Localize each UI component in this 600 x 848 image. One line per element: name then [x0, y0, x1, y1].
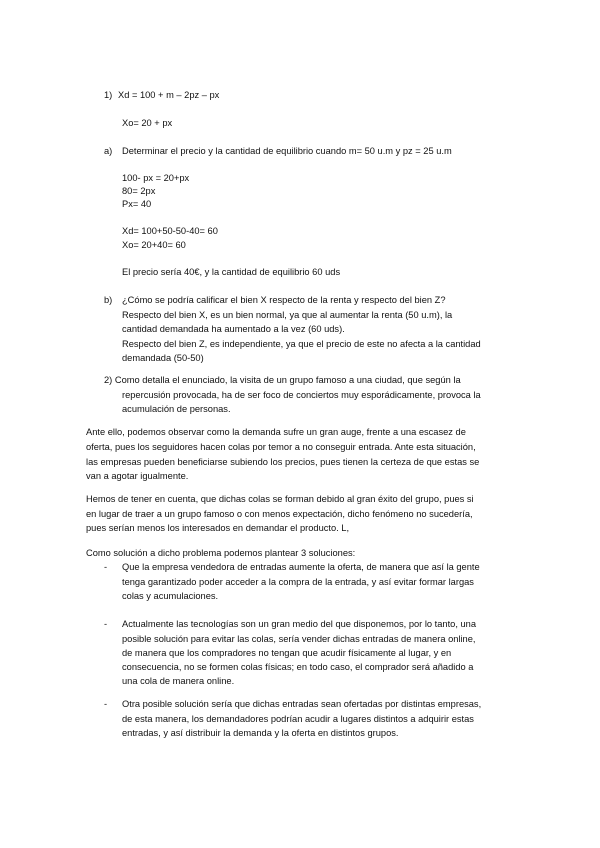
- solution-2-line: posible solución para evitar las colas, sería vender dichas entradas de manera online,: [122, 634, 476, 644]
- paragraph-1-line: oferta, pues los seguidores hacen colas por temor a no conseguir entrada. Ante esta situación,: [86, 442, 476, 452]
- solution-2-line: consecuencia, no se formen colas físicas; en todo caso, el comprador será añadido a: [122, 662, 474, 672]
- part-a-result-line: Xd= 100+50-50-40= 60: [122, 226, 218, 236]
- part-a-question: Determinar el precio y la cantidad de equilibrio cuando m= 50 u.m y pz = 25 u.m: [122, 146, 452, 156]
- q2-line: 2) Como detalla el enunciado, la visita de un grupo famoso a una ciudad, que según la: [104, 375, 461, 385]
- q1-number: 1): [104, 90, 113, 100]
- solution-2-line: Actualmente las tecnologías son un gran medio del que disponemos, por lo tanto, una: [122, 619, 477, 629]
- solution-2-line: una cola de manera online.: [122, 676, 235, 686]
- part-b-line: Respecto del bien X, es un bien normal, ya que al aumentar la renta (50 u.m), la: [122, 310, 453, 320]
- solution-1-line: colas y acumulaciones.: [122, 591, 219, 601]
- solutions-intro: Como solución a dicho problema podemos plantear 3 soluciones:: [86, 548, 356, 558]
- part-b-label: b): [104, 295, 113, 305]
- paragraph-2-line: pues serían menos los interesados en demandar el producto. L,: [86, 523, 350, 533]
- paragraph-1-line: van a agotar igualmente.: [86, 471, 189, 481]
- part-a-work-line: Px= 40: [122, 199, 152, 209]
- part-b-line: cantidad demandada ha aumentado a la vez (60 uds).: [122, 324, 345, 334]
- q2-line: repercusión provocada, ha de ser foco de conciertos muy esporádicamente, provoca la: [122, 390, 481, 400]
- part-a-work-line: 80= 2px: [122, 186, 156, 196]
- bullet-dash: -: [104, 699, 108, 709]
- solution-3-line: de esta manera, los demandadores podrían acudir a lugares distintos a adquirir estas: [122, 714, 474, 724]
- paragraph-1-line: las empresas pueden beneficiarse subiendo los precios, pues tienen la certeza de que estas se: [86, 457, 480, 467]
- part-a-conclusion: El precio sería 40€, y la cantidad de equilibrio 60 uds: [122, 267, 341, 277]
- paragraph-2-line: Hemos de tener en cuenta, que dichas colas se forman debido al gran éxito del grupo, pues si: [86, 494, 474, 504]
- q1-demand-equation: Xd = 100 + m – 2pz – px: [118, 90, 220, 100]
- q1-supply-equation: Xo= 20 + px: [122, 118, 173, 128]
- solution-1-line: Que la empresa vendedora de entradas aumente la oferta, de manera que así la gente: [122, 562, 480, 572]
- bullet-dash: -: [104, 619, 108, 629]
- paragraph-1-line: Ante ello, podemos observar como la demanda sufre un gran auge, frente a una escasez de: [86, 427, 466, 437]
- solution-3-line: Otra posible solución sería que dichas entradas sean ofertadas por distintas empresas,: [122, 699, 482, 709]
- part-b-line: ¿Cómo se podría calificar el bien X respecto de la renta y respecto del bien Z?: [122, 295, 446, 305]
- solution-3-line: entradas, y así distribuir la demanda y la oferta en distintos grupos.: [122, 728, 399, 738]
- q2-line: acumulación de personas.: [122, 404, 231, 414]
- part-a-result-line: Xo= 20+40= 60: [122, 240, 186, 250]
- part-a-work-line: 100- px = 20+px: [122, 173, 190, 183]
- part-b-line: demandada (50-50): [122, 353, 204, 363]
- part-a-label: a): [104, 146, 113, 156]
- bullet-dash: -: [104, 562, 108, 572]
- solution-2-line: de manera que los compradores no tengan que acudir físicamente al lugar, y en: [122, 648, 452, 658]
- paragraph-2-line: en lugar de traer a un grupo famoso o con menos expectación, dicho fenómeno no sucedería,: [86, 509, 473, 519]
- part-b-line: Respecto del bien Z, es independiente, ya que el precio de este no afecta a la cantidad: [122, 339, 481, 349]
- solution-1-line: tenga garantizado poder acceder a la compra de la entrada, y así evitar formar largas: [122, 577, 474, 587]
